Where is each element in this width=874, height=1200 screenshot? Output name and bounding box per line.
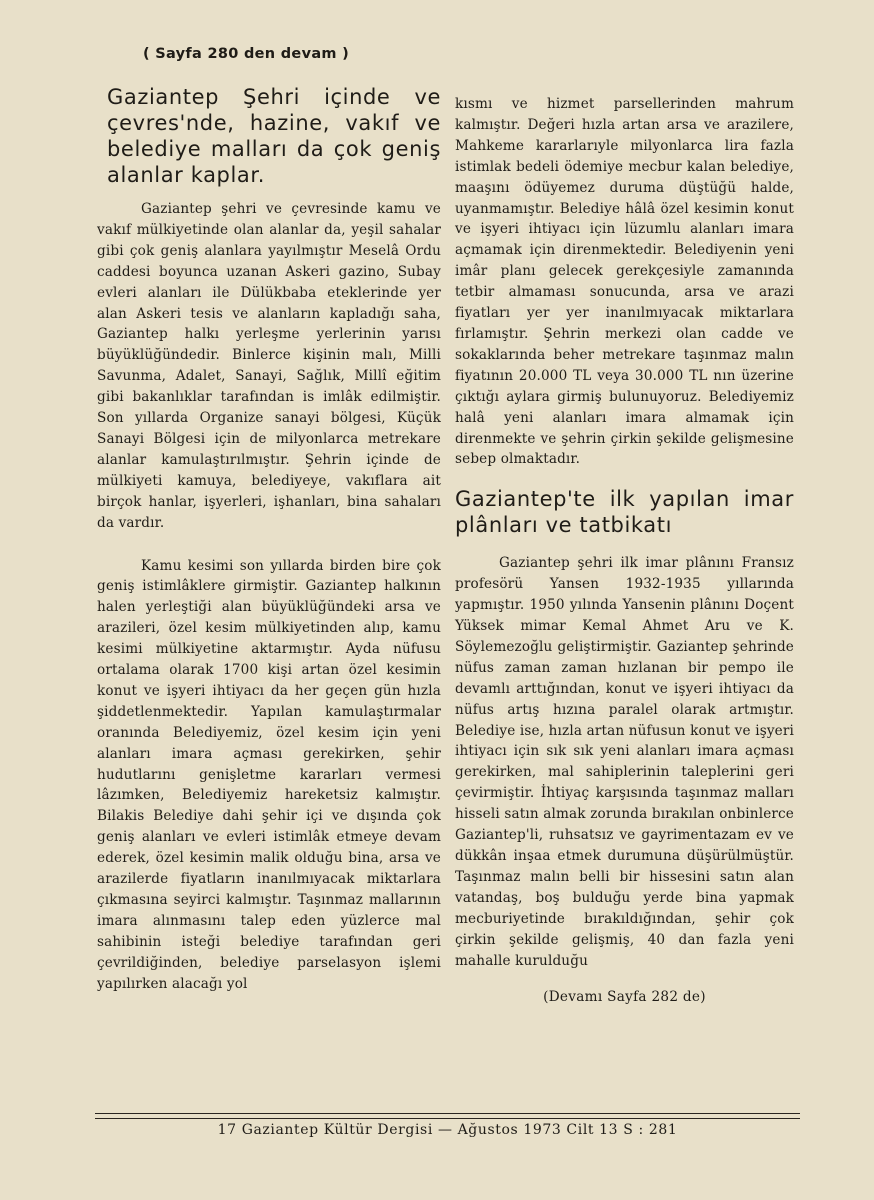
article-paragraph: Gaziantep şehri ilk imar plânını Fransız profesörü Yansen 1932-1935 yıllarında yapmıştır. 1950 yılında Yansenin plânını Doçent Yüksek mimar Kemal Ahmet Aru ve K. Söylemezoğlu geliştirmiştir. Gaziantep şehrinde nüfus zaman zaman hızlanan bir pempo ile devamlı arttığından, konut ve işyeri ihtiyacı da nüfus artış hızına paralel olarak artmıştır. Belediye ise, hızla artan nüfusun konut ve işyeri ihtiyacı için sık sık yeni alanları imara açması gerekirken, mal sahiplerinin taleplerini geri çevirmiştir. İhtiyaç karşısında taşınmaz malları hisseli satın almak zorunda bırakılan onbinlerce Gaziantep'li, ruhsatsız ve gayrimentazam ev ve dükkân inşaa etmek durumuna düşürülmüştür. Taşınmaz malın belli bir hissesini satın alan vatandaş, boş bulduğu yerde bina yapmak mecburiyetinde bırakıldığından, şehir çok çirkin şekilde gelişmiş, 40 dan fazla yeni mahalle kurulduğu: [455, 555, 794, 969]
continued-from-label: ( Sayfa 280 den devam ): [143, 46, 350, 62]
footer-divider: [95, 1118, 800, 1119]
left-column: [97, 84, 441, 995]
footer-divider: [95, 1113, 800, 1114]
continued-to-label: (Devamı Sayfa 282 de): [543, 989, 706, 1006]
article-paragraph: Kamu kesimi son yıllarda birden bire çok geniş istimlâklere girmiştir. Gaziantep halkının halen yerleştiği alan büyüklüğündeki arsa ve arazileri, özel kesim mülkiyetinden alıp, kamu kesimi mülkiyetine aktarmıştır. Ayda nüfusu ortalama olarak 1700 kişi artan özel kesimin konut ve işyeri ihtiyacı da her geçen gün hızla şiddetlenmektedir. Yapılan kamulaştırmalar oranında Belediyemiz, özel kesim için yeni alanları imara açması gerekirken, şehir hudutlarını genişletme kararları vermesi lâzımken, Belediyemiz hareketsiz kalmıştır. Bilakis Belediye dahi şehir içi ve dışında çok geniş alanları ve evleri istimlâk etmeye devam ederek, özel kesimin malik olduğu bina, arsa ve arazilerde fiyatların inanılmıyacak miktarlara çıkmasına seyirci kalmıştır. Taşınmaz mallarının imara alınmasını talep eden yüzlerce mal sahibinin isteği belediye tarafından geri çevrildiğinden, belediye parselasyon işlemi yapılırken alacağı yol: [97, 557, 441, 992]
article-paragraph: kısmı ve hizmet parsellerinden mahrum kalmıştır. Değeri hızla artan arsa ve arazilere, Mahkeme kararlarıyle milyonlarca lira fazla istimlak bedeli ödemiye mecbur kalan belediye, maaşını ödüyemez duruma düştüğü halde, uyanmamıştır. Belediye hâlâ özel kesimin konut ve işyeri ihtiyacı için lüzumlu alanları imara açmamak için direnmektedir. Belediyenin yeni imâr planı gelecek gerekçesiyle zamanında tetbir almaması sonucunda, arsa ve arazi fiyatları yer yer inanılmıyacak miktarlara fırlamıştır. Şehrin merkezi olan cadde ve sokaklarında beher metrekare taşınmaz malın fiyatının 20.000 TL veya 30.000 TL nın üzerine çıktığı aylara girmiş bulunuyoruz. Belediyemiz halâ yeni alanları imara almamak için direnmekte ve şehrin çirkin şekilde gelişmesine sebep olmaktadır.: [455, 96, 794, 468]
article-paragraph: Gaziantep şehri ve çevresinde kamu ve vakıf mülkiyetinde olan alanlar da, yeşil sahalar gibi çok geniş alanlara yayılmıştır Meselâ Ordu caddesi boyunca uzanan Askeri gazino, Subay evleri alanları ile Dülükbaba eteklerinde yer alan Askeri tesis ve alanların kapladığı saha, Gaziantep halkı yerleşme yerlerinin yarısı büyüklüğündedir. Binlerce kişinin malı, Milli Savunma, Adalet, Sanayi, Sağlık, Millî eğitim gibi bakanlıklar tarafından is imlâk edilmiştir. Son yıllarda Organize sanayi bölgesi, Küçük Sanayi Bölgesi için de milyonlarca metrekare alanlar kamulaştırılmıştır. Şehrin içinde de mülkiyeti kamuya, belediyeye, vakıflara ait birçok hanlar, işyerleri, işhanları, bina sahaları da vardır.: [97, 201, 441, 531]
page-footer: 17 Gaziantep Kültür Dergisi — Ağustos 1973 Cilt 13 S : 281: [217, 1122, 678, 1138]
article-heading-2: Gaziantep'te ilk yapılan imar plânları ve tatbikatı: [455, 487, 794, 538]
article-heading-1: Gaziantep Şehri içinde ve çevres'nde, hazine, vakıf ve belediye malları da çok geniş alanlar kaplar.: [107, 85, 441, 187]
right-column: [455, 94, 794, 1005]
